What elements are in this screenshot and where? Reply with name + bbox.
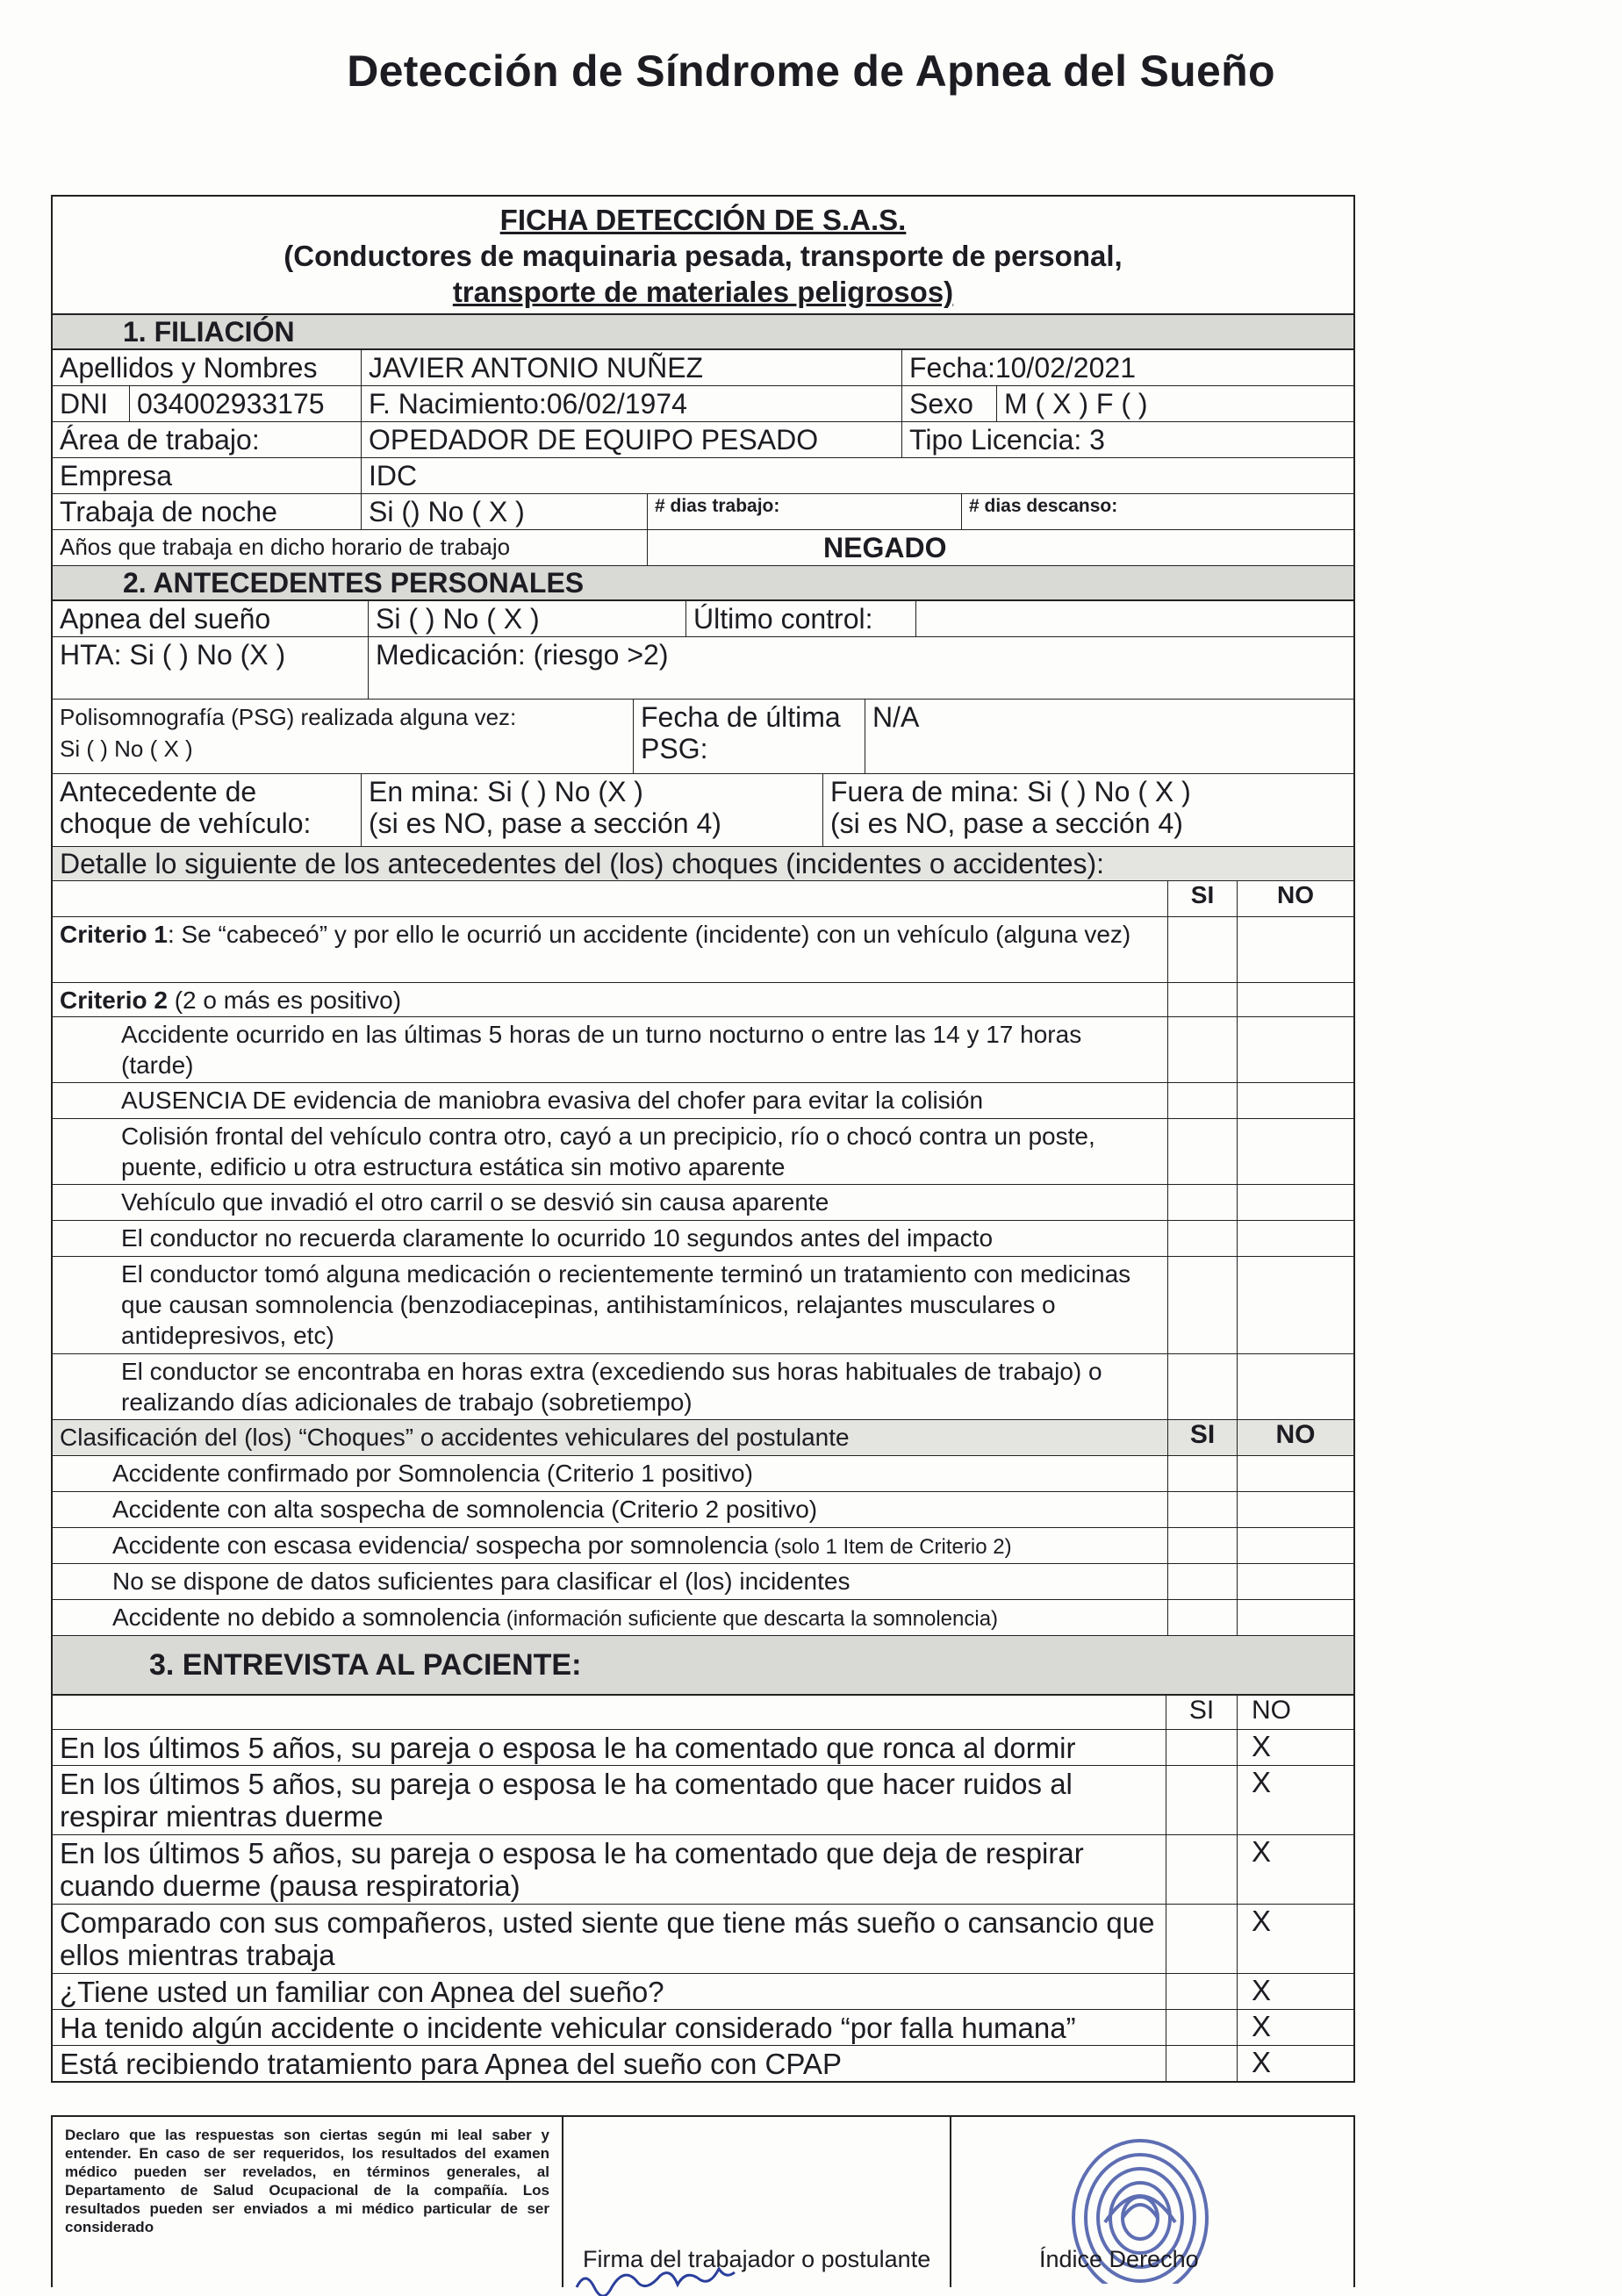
clasificacion-label: Accidente confirmado por Somnolencia (Criterio 1 positivo): [112, 1460, 753, 1487]
noche-label: Trabaja de noche: [53, 494, 362, 529]
criterio1-label: Criterio 1: [60, 921, 168, 948]
item-no-cell[interactable]: [1238, 1119, 1353, 1184]
fuera-mina-note: (si es NO, pase a sección 4): [830, 807, 1183, 839]
signature-footer: [51, 2115, 1355, 2287]
entrevista-si-header: SI: [1166, 1696, 1238, 1729]
item-si-cell[interactable]: [1168, 1185, 1238, 1220]
criterio1-no-cell[interactable]: [1238, 917, 1353, 982]
noche-value[interactable]: Si () No ( X ): [362, 494, 648, 529]
clasificacion-row: [53, 1600, 1353, 1636]
clasificacion-text: [53, 1528, 1168, 1563]
anios-value[interactable]: NEGADO: [823, 532, 947, 563]
question-si-cell[interactable]: [1166, 1905, 1238, 1973]
row-detalle: [53, 847, 1353, 881]
psg-label: Polisomnografía (PSG) realizada alguna vez:: [60, 704, 517, 730]
apnea-label: Apnea del sueño: [53, 601, 369, 636]
form-subtitle-2: transporte de materiales peligrosos): [452, 276, 954, 308]
detalle-label: Detalle lo siguiente de los antecedentes del (los) choques (incidentes o accidentes):: [60, 848, 1105, 879]
item-no-cell[interactable]: [1238, 1083, 1353, 1118]
nacimiento-field[interactable]: F. Nacimiento:06/02/1974: [362, 386, 902, 421]
clasificacion-si-cell[interactable]: [1168, 1564, 1238, 1599]
criterio2-item-text: Colisión frontal del vehículo contra otro, cayó a un precipicio, río o chocó contra un poste, puente, edificio u otra estructura estática sin motivo aparente: [53, 1119, 1168, 1184]
entrevista-blank-cell: [53, 1696, 1166, 1729]
question-si-cell[interactable]: [1166, 1835, 1238, 1904]
criteria-no-header: NO: [1277, 881, 1314, 908]
apnea-value[interactable]: Si ( ) No ( X ): [369, 601, 686, 636]
question-text: En los últimos 5 años, su pareja o esposa le ha comentado que deja de respirar cuando duerme (pausa respiratoria): [53, 1835, 1166, 1904]
criterio2-item-row: [53, 1119, 1353, 1185]
sas-form: [51, 195, 1355, 2083]
hta-field[interactable]: HTA: Si ( ) No (X ): [53, 637, 369, 699]
item-si-cell[interactable]: [1168, 1083, 1238, 1118]
licencia-field[interactable]: Tipo Licencia: 3: [909, 424, 1105, 456]
item-no-cell[interactable]: [1238, 1185, 1353, 1220]
area-value[interactable]: OPEDADOR DE EQUIPO PESADO: [362, 422, 902, 457]
en-mina-note: (si es NO, pase a sección 4): [369, 807, 721, 839]
question-row: [53, 1730, 1353, 1766]
criterio2-item-text: AUSENCIA DE evidencia de maniobra evasiva del chofer para evitar la colisión: [53, 1083, 1168, 1118]
medicacion-field[interactable]: Medicación: (riesgo >2): [376, 639, 669, 671]
criteria-col-header: [53, 881, 1353, 917]
criterio2-item-text: Accidente ocurrido en las últimas 5 horas de un turno nocturno o entre las 14 y 17 horas (tarde): [53, 1017, 1168, 1082]
criterio2-item-text: El conductor no recuerda claramente lo ocurrido 10 segundos antes del impacto: [53, 1221, 1168, 1256]
question-row: [53, 2046, 1353, 2081]
row-choque: [53, 774, 1353, 847]
fecha-field[interactable]: Fecha:10/02/2021: [909, 352, 1136, 384]
en-mina-value: En mina: Si ( ) No (X ): [369, 776, 643, 807]
dni-value[interactable]: 034002933175: [130, 386, 362, 421]
criterio2-text: [53, 983, 1168, 1016]
signature-box[interactable]: [562, 2117, 951, 2287]
clasificacion-header-row: [53, 1420, 1353, 1456]
fingerprint-label: Índice Derecho: [1039, 2246, 1199, 2272]
clasificacion-row: [53, 1492, 1353, 1528]
dni-label: DNI: [53, 386, 130, 421]
fingerprint-box[interactable]: [951, 2117, 1353, 2287]
clasificacion-note: (solo 1 Item de Criterio 2): [768, 1535, 1012, 1559]
ultimo-control-label: Último control:: [686, 601, 916, 636]
entrevista-col-header: [53, 1696, 1353, 1730]
empresa-label: Empresa: [53, 458, 362, 493]
clasificacion-text: [53, 1456, 1168, 1491]
criterio2-item-row: [53, 1017, 1353, 1083]
question-row: [53, 1905, 1353, 1974]
criterio2-item-row: [53, 1221, 1353, 1257]
criterio2-desc: (2 o más es positivo): [167, 987, 402, 1014]
sexo-value[interactable]: M ( X ) F ( ): [1004, 388, 1148, 420]
clasificacion-no-cell[interactable]: [1238, 1564, 1353, 1599]
criterio2-item-row: [53, 1185, 1353, 1221]
clasificacion-no-cell[interactable]: [1238, 1456, 1353, 1491]
entrevista-no-header: NO: [1252, 1696, 1291, 1725]
clasificacion-no-cell[interactable]: [1238, 1528, 1353, 1563]
question-row: [53, 1835, 1353, 1905]
declaration-text: Declaro que las respuestas son ciertas según mi leal saber y entender. En caso de ser requeridos, los resultados del examen médico pueden ser revelados, en términos generales, al Departamento de Salud Ocupacional de la compañía. Los resultados pueden ser enviados a mi médico particular de ser considerado: [65, 2127, 549, 2235]
question-text: En los últimos 5 años, su pareja o esposa le ha comentado que hacer ruidos al respirar mientras duerme: [53, 1766, 1166, 1834]
item-no-cell[interactable]: [1238, 1257, 1353, 1353]
criterio1-si-cell[interactable]: [1168, 917, 1238, 982]
signature-scribble: [572, 2261, 836, 2296]
question-no-cell[interactable]: X: [1252, 1905, 1272, 1937]
question-no-cell[interactable]: X: [1252, 2010, 1272, 2042]
item-si-cell[interactable]: [1168, 1119, 1238, 1184]
row-dni: [53, 386, 1353, 422]
row-noche: [53, 494, 1353, 530]
item-no-cell[interactable]: [1238, 1354, 1353, 1419]
page-title: Detección de Síndrome de Apnea del Sueño: [347, 47, 1275, 96]
criterio1-text: [53, 917, 1168, 982]
criterio1-desc: : Se “cabeceó” y por ello le ocurrió un accidente (incidente) con un vehículo (alguna vez): [167, 921, 1131, 948]
en-mina-field[interactable]: [362, 774, 823, 846]
apellidos-label: Apellidos y Nombres: [53, 350, 362, 385]
clasificacion-row: [53, 1528, 1353, 1564]
row-apellidos: [53, 350, 1353, 386]
clasificacion-text: [53, 1492, 1168, 1527]
clasificacion-label: Accidente no debido a somnolencia: [112, 1604, 501, 1631]
ultimo-control-value[interactable]: [916, 601, 1353, 636]
criterio2-item-row: [53, 1354, 1353, 1420]
clasificacion-row: [53, 1456, 1353, 1492]
fecha-psg-label: Fecha de última PSG:: [634, 700, 865, 773]
criterio2-item-text: El conductor se encontraba en horas extra (excediendo sus horas habituales de trabajo) o realizando días adicionales de trabajo (sobretiempo): [53, 1354, 1168, 1419]
criterio2-row: [53, 983, 1353, 1017]
choque-label: Antecedente de choque de vehículo:: [53, 774, 362, 846]
question-no-cell[interactable]: X: [1252, 1835, 1272, 1868]
criteria-si-header: SI: [1168, 881, 1238, 916]
criterio1-row: [53, 917, 1353, 983]
question-text: Ha tenido algún accidente o incidente vehicular considerado “por falla humana”: [53, 2010, 1166, 2045]
section-antecedentes-header: 2. ANTECEDENTES PERSONALES: [53, 566, 1353, 601]
form-title: FICHA DETECCIÓN DE S.A.S.: [499, 204, 907, 236]
row-empresa: [53, 458, 1353, 494]
dias-trabajo-field[interactable]: # dias trabajo:: [648, 494, 962, 529]
item-no-cell[interactable]: [1238, 1017, 1353, 1082]
item-si-cell[interactable]: [1168, 1017, 1238, 1082]
question-no-cell[interactable]: X: [1252, 2046, 1272, 2078]
question-si-cell[interactable]: [1166, 2046, 1238, 2081]
clasificacion-si-cell[interactable]: [1168, 1600, 1238, 1635]
question-text: Está recibiendo tratamiento para Apnea del sueño con CPAP: [53, 2046, 1166, 2081]
question-no-cell[interactable]: X: [1252, 1974, 1272, 2006]
clasificacion-si-header: SI: [1168, 1420, 1238, 1455]
section-filiacion-header: 1. FILIACIÓN: [53, 313, 1353, 350]
criteria-blank-cell: [53, 881, 1168, 916]
question-si-cell[interactable]: [1166, 1766, 1238, 1834]
question-no-cell[interactable]: X: [1252, 1730, 1272, 1762]
question-row: [53, 2010, 1353, 2046]
criterio2-item-text: El conductor tomó alguna medicación o recientemente terminó un tratamiento con medicinas que causan somnolencia (benzodiacepinas, antihistamínicos, relajantes musculares o antidepresivos, etc): [53, 1257, 1168, 1353]
question-si-cell[interactable]: [1166, 1974, 1238, 2009]
form-header: [53, 197, 1353, 313]
fuera-mina-field[interactable]: [823, 774, 1353, 846]
question-no-cell[interactable]: X: [1252, 1766, 1272, 1798]
question-row: [53, 1974, 1353, 2010]
row-hta: [53, 637, 1353, 700]
item-si-cell[interactable]: [1168, 1257, 1238, 1353]
question-si-cell[interactable]: [1166, 2010, 1238, 2045]
item-no-cell[interactable]: [1238, 1221, 1353, 1256]
row-area: [53, 422, 1353, 458]
clasificacion-row: [53, 1564, 1353, 1600]
row-apnea: [53, 601, 1353, 637]
psg-value: Si ( ) No ( X ): [60, 735, 193, 762]
criterio2-label: Criterio 2: [60, 987, 168, 1014]
clasificacion-si-cell[interactable]: [1168, 1528, 1238, 1563]
section-entrevista-header: 3. ENTREVISTA AL PACIENTE:: [53, 1636, 1353, 1696]
question-row: [53, 1766, 1353, 1835]
psg-na-value[interactable]: N/A: [872, 701, 920, 733]
question-text: Comparado con sus compañeros, usted siente que tiene más sueño o cansancio que ellos mientras trabaja: [53, 1905, 1166, 1973]
row-psg: [53, 700, 1353, 774]
clasificacion-header: Clasificación del (los) “Choques” o accidentes vehiculares del postulante: [53, 1420, 1168, 1455]
clasificacion-no-cell[interactable]: [1238, 1492, 1353, 1527]
clasificacion-no-cell[interactable]: [1238, 1600, 1353, 1635]
dias-descanso-field[interactable]: # dias descanso:: [969, 496, 1118, 516]
criterio2-item-row: [53, 1083, 1353, 1119]
criterio2-item-text: Vehículo que invadió el otro carril o se desvió sin causa aparente: [53, 1185, 1168, 1220]
clasificacion-text: [53, 1564, 1168, 1599]
row-anios: [53, 530, 1353, 566]
clasificacion-no-header: NO: [1275, 1420, 1316, 1449]
form-subtitle-1: (Conductores de maquinaria pesada, transporte de personal,: [283, 240, 1123, 272]
item-si-cell[interactable]: [1168, 1354, 1238, 1419]
clasificacion-si-cell[interactable]: [1168, 1492, 1238, 1527]
apellidos-value[interactable]: JAVIER ANTONIO NUÑEZ: [362, 350, 902, 385]
sexo-label: Sexo: [902, 386, 997, 421]
clasificacion-label: No se dispone de datos suficientes para clasificar el (los) incidentes: [112, 1568, 850, 1595]
question-si-cell[interactable]: [1166, 1730, 1238, 1765]
criterio2-si-cell[interactable]: [1168, 983, 1238, 1016]
item-si-cell[interactable]: [1168, 1221, 1238, 1256]
area-label: Área de trabajo:: [53, 422, 362, 457]
clasificacion-text: [53, 1600, 1168, 1635]
anios-label: Años que trabaja en dicho horario de trabajo: [53, 530, 648, 565]
criterio2-no-cell[interactable]: [1238, 983, 1353, 1016]
question-text: En los últimos 5 años, su pareja o esposa le ha comentado que ronca al dormir: [53, 1730, 1166, 1765]
psg-field[interactable]: [53, 700, 634, 773]
question-text: ¿Tiene usted un familiar con Apnea del sueño?: [53, 1974, 1166, 2009]
fuera-mina-value: Fuera de mina: Si ( ) No ( X ): [830, 776, 1191, 807]
clasificacion-si-cell[interactable]: [1168, 1456, 1238, 1491]
clasificacion-label: Accidente con alta sospecha de somnolencia (Criterio 2 positivo): [112, 1496, 818, 1523]
clasificacion-note: (información suficiente que descarta la somnolencia): [500, 1607, 999, 1631]
empresa-value[interactable]: IDC: [369, 460, 418, 491]
signature-label: Firma del trabajador o postulante: [583, 2246, 931, 2272]
clasificacion-label: Accidente con escasa evidencia/ sospecha por somnolencia: [112, 1532, 769, 1559]
criterio2-item-row: [53, 1257, 1353, 1354]
